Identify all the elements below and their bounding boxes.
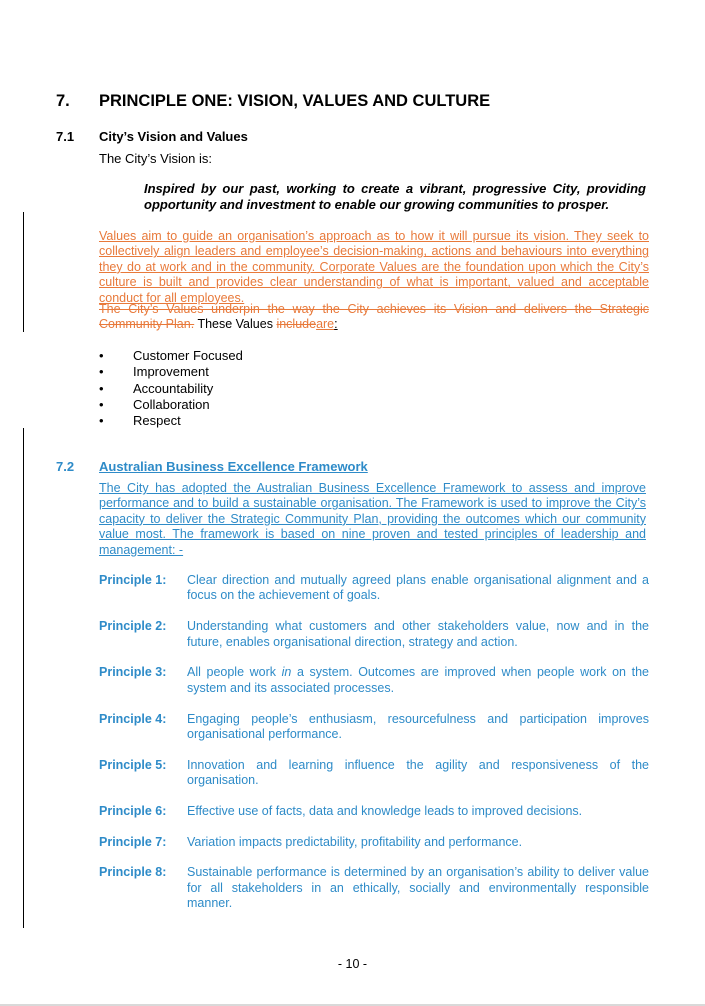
colon: : <box>334 317 338 332</box>
subsection-title: Australian Business Excellence Framework <box>99 459 368 474</box>
principle-label: Principle 8: <box>99 865 167 880</box>
principle-item <box>99 865 649 911</box>
principle-item <box>99 835 649 850</box>
principle-text: Sustainable performance is determined by an organisation’s ability to deliver value for all stakeholders in an ethically, socially and environmentally responsible manner. <box>187 865 649 910</box>
subsection-title: City’s Vision and Values <box>99 129 248 144</box>
page-number: - 10 - <box>337 957 368 971</box>
inserted-word: are <box>316 317 335 332</box>
bullet-icon: • <box>99 380 104 396</box>
section-title: PRINCIPLE ONE: VISION, VALUES AND CULTURE <box>99 92 491 110</box>
section-number: 7. <box>56 92 70 110</box>
subsection-number: 7.2 <box>56 459 75 474</box>
principle-label: Principle 5: <box>99 757 167 772</box>
bullet-icon: • <box>99 413 104 429</box>
values-list <box>99 348 243 429</box>
principle-text: Variation impacts predictability, profitability and performance. <box>187 834 523 849</box>
principle-label: Principle 3: <box>99 665 167 680</box>
principle-item <box>99 573 649 604</box>
principle-label: Principle 2: <box>99 619 167 634</box>
subsection-heading <box>56 129 248 144</box>
deleted-text: The City’s Values underpin the way the City achieves its Vision and delivers the Strategic Community Plan. <box>99 302 649 332</box>
list-item: • Respect <box>99 413 181 429</box>
principles-list <box>99 573 649 926</box>
principle-text: Engaging people’s enthusiasm, resourcefulness and participation improves organisational performance. <box>187 711 649 741</box>
change-bar <box>23 428 24 928</box>
principle-item <box>99 804 649 819</box>
bullet-icon: • <box>99 348 104 363</box>
principle-label: Principle 7: <box>99 834 167 849</box>
subsection-number: 7.1 <box>56 129 75 144</box>
deleted-word: include <box>276 317 317 332</box>
subsection-heading <box>56 459 368 474</box>
list-item: • Accountability <box>99 380 214 396</box>
list-item: • Improvement <box>99 364 209 380</box>
principle-item <box>99 712 649 743</box>
principle-item <box>99 758 649 789</box>
principle-text: Understanding what customers and other stakeholders value, now and in the future, enables organisational direction, strategy and action. <box>187 619 649 649</box>
principle-item <box>99 619 649 650</box>
list-item: • Customer Focused <box>99 348 243 363</box>
framework-intro: The City has adopted the Australian Business Excellence Framework to assess and improve performance and to build a sustainable organisation. The Framework is used to improve the City’s capacity to deliver the Strategic Community Plan, providing the outcomes which our community value most. The framework is based on nine proven and tested principles of leadership and management: - <box>99 481 646 557</box>
section-heading <box>56 92 490 111</box>
principle-item <box>99 665 649 696</box>
principle-label: Principle 1: <box>99 573 167 587</box>
principle-text: Clear direction and mutually agreed plans enable organisational alignment and a focus on the achievement of goals. <box>187 573 649 603</box>
bullet-icon: • <box>99 396 104 412</box>
list-item: • Collaboration <box>99 396 210 412</box>
principle-label: Principle 6: <box>99 803 167 818</box>
principle-text: Effective use of facts, data and knowledge leads to improved decisions. <box>187 803 583 818</box>
values-paragraph <box>99 302 649 333</box>
principle-label: Principle 4: <box>99 711 167 726</box>
vision-intro: The City’s Vision is: <box>99 151 212 166</box>
change-bar <box>23 212 24 332</box>
kept-text: These Values <box>197 317 273 332</box>
bullet-icon: • <box>99 364 104 380</box>
vision-statement: Inspired by our past, working to create a vibrant, progressive City, providing opportunity and investment to enable our growing communities to prosper. <box>144 181 646 212</box>
principle-text: Innovation and learning influence the agility and responsiveness of the organisation. <box>187 757 649 788</box>
principle-text: All people work in a system. Outcomes are improved when people work on the system and its associated processes. <box>187 665 649 695</box>
values-inserted-paragraph: Values aim to guide an organisation’s approach as to how it will pursue its vision. They seek to collectively align leaders and employee’s decision-making, actions and behaviours into everything they do at work and in the community. Corporate Values are the foundation upon which the City’s culture is built and provides clear understanding of what is important, valued and acceptable conduct for all employees. <box>99 229 649 305</box>
